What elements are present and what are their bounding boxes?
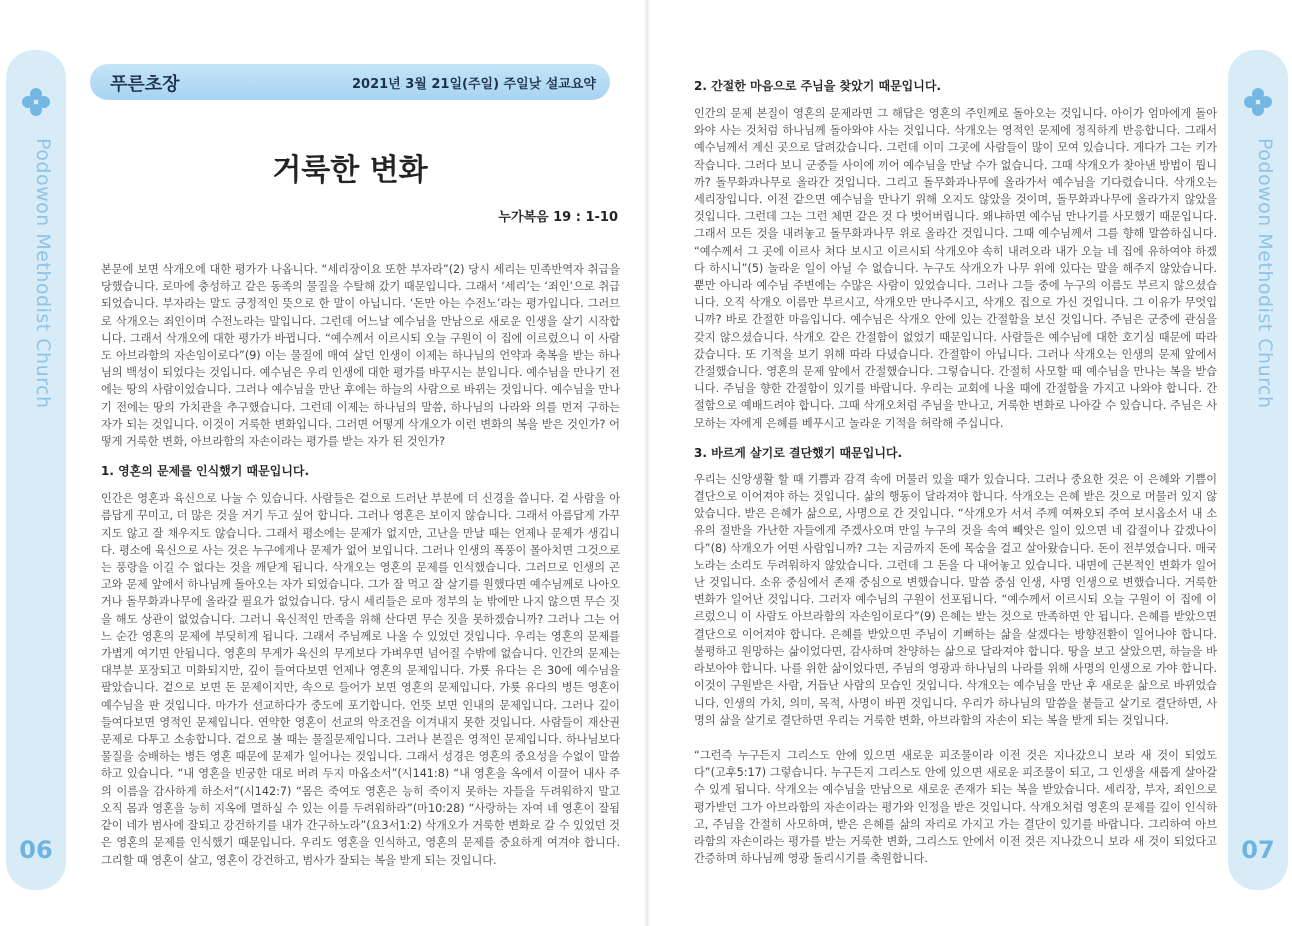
header-date: 2021년 3월 21일(주일) 주일낮 설교요약 — [351, 77, 596, 92]
intro-paragraph: 본문에 보면 삭개오에 대한 평가가 나옵니다. “세리장이요 또한 부자라”(2) 당시 세리는 민족반역자 취급을 당했습니다. 로마에 충성하고 같은 동족의 물질을 수탈해 갔기 때문입니다. 그래서 ‘세리’는 ‘죄인’으로 취급되었습니다. 부자라는 말도 긍정적인 뜻으로 한 말이 아닙니다. ‘돈만 아는 수전노’라는 평가입니다. 그러므로 삭개오는 죄인이며 수전노라는 말입니다. 그런데 어느날 예수님을 만남으로 새로운 인생을 살기 시작합니다. 그래서 삭개오에 대한 평가가 바뀝니다. “예수께서 이르시되 오늘 구원이 이 집에 이르렀으니 이 사람도 아브라함의 자손임이로다”(9) 이는 물질에 매여 살던 인생이 이제는 하나님의 언약과 축복을 받는 하나님의 백성이 되었다는 것입니다. 예수님은 우리 인생에 대한 평가를 바꾸시는 분입니다. 예수님을 만나기 전에는 땅의 사람이었습니다. 그러나 예수님을 만난 후에는 하늘의 사람으로 바뀌는 것입니다. 예수님을 만나기 전에는 땅의 가치관을 추구했습니다. 그런데 이제는 하나님의 말씀, 하나님의 나라와 의를 먼저 구하는 자가 되는 것입니다. 이것이 거룩한 변화입니다. 그러면 어떻게 삭개오가 이런 변화의 복을 받은 것인가? 어떻게 거룩한 변화, 아브라함의 자손이라는 평가를 받는 자가 된 것인가? — [101, 263, 620, 449]
clover-icon — [1244, 88, 1272, 116]
header-bar — [90, 64, 610, 100]
left-page-number: 06 — [19, 836, 53, 864]
left-column — [101, 261, 620, 881]
section1-heading: 1. 영혼의 문제를 인식했기 때문입니다. — [101, 464, 310, 479]
right-page-number: 07 — [1241, 836, 1275, 864]
clover-icon — [22, 88, 50, 116]
right-side-church-name: Podowon Methodist Church — [1254, 138, 1276, 409]
section2-paragraph: 인간의 문제 본질이 영혼의 문제라면 그 해답은 영혼의 주인께로 돌아오는 것입니다. 아이가 엄마에게 돌아와야 사는 것처럼 하나님께 돌아와야 사는 것입니다. 삭개오는 영적인 문제에 정직하게 반응합니다. 그래서 예수님께서 계신 곳으로 달려갔습니다. 그런데 이미 그곳에 사람들이 많이 모여 있습니다. 게다가 그는 키가 작습니다. 그러다 보니 군중들 사이에 끼어 예수님을 만날 수가 없습니다. 그때 삭개오가 찾아낸 방법이 뭡니까? 돌무화과나무로 올라간 것입니다. 그리고 돌무화과나무에 올라가서 예수님을 기다렸습니다. 삭개오는 세리장입니다. 이전 같으면 예수님을 만나기 위해 오지도 않았을 것이며, 돌무화과나무에 올라가지 않았을 것입니다. 그런데 그는 그런 체면 같은 것 다 벗어버립니다. 왜냐하면 예수님 만나기를 사모했기 때문입니다. 그래서 모든 것을 내려놓고 돌무화과나무 위로 올라간 것입니다. 그때 예수님께서 그를 향해 말씀하십니다. “예수께서 그 곳에 이르사 쳐다 보시고 이르시되 삭개오야 속히 내려오라 내가 오늘 네 집에 유하여야 하겠다 하시니”(5) 놀라운 일이 아닐 수 없습니다. 누구도 삭개오가 나무 위에 있다는 말을 해주지 않았습니다. 뿐만 아니라 예수님 주변에는 수많은 사람이 있었습니다. 그러나 그들 중에 누구의 이름도 부르지 않으셨습니다. 오직 삭개오 이름만 부르시고, 삭개오만 만나주시고, 삭개오 집으로 가신 것입니다. 그 이유가 무엇입니까? 바로 간절한 마음입니다. 예수님은 삭개오 안에 있는 간절함을 보신 것입니다. 주님은 군중에 관심을 갖지 않으셨습니다. 삭개오 같은 간절함이 없었기 때문입니다. 사람들은 예수님에 대한 호기심 때문에 따라갔습니다. 또 기적을 보기 위해 따라 다녔습니다. 간절함이 아닙니다. 그러나 삭개오는 인생의 문제 앞에서 간절했습니다. 영혼의 문제 앞에서 간절했습니다. 그렇습니다. 간절히 사모할 때 예수님을 만나는 복을 받습니다. 주님을 향한 간절함이 있기를 바랍니다. 우리는 교회에 나올 때에 간절함을 가지고 나와야 합니다. 간절함으로 예배드려야 합니다. 그때 삭개오처럼 주님을 만나고, 거룩한 변화로 나아갈 수 있습니다. 주님은 사모하는 자에게 은혜를 베푸시고 놀라운 기적을 허락해 주십니다. — [694, 107, 1217, 430]
header-section-name: 푸른초장 — [110, 74, 180, 95]
section3-paragraph: 우리는 신앙생활 할 때 기쁨과 감격 속에 머물러 있을 때가 있습니다. 그러나 중요한 것은 이 은혜와 기쁨이 결단으로 이어져야 하는 것입니다. 삶의 행동이 달라져야 합니다. 삭개오는 은혜 받은 것으로 머물러 있지 않았습니다. 받은 은혜가 삶으로, 사명으로 간 것입니다. “삭개오가 서서 주께 여짜오되 주여 보시옵소서 내 소유의 절반을 가난한 자들에게 주겠사오며 만일 누구의 것을 속여 빼앗은 일이 있으면 네 갑절이나 갚겠나이다”(8) 삭개오가 어떤 사람입니까? 그는 지금까지 돈에 목숨을 걸고 살아왔습니다. 돈이 전부였습니다. 매국노라는 소리도 두려워하지 않았습니다. 그런데 그 돈을 다 내어놓고 있습니다. 내면에 근본적인 변화가 일어난 것입니다. 소유 중심에서 존재 중심으로 변했습니다. 말씀 중심 인생, 사명 인생으로 변했습니다. 거룩한 변화가 일어난 것입니다. 그러자 예수님의 구원이 선포됩니다. “예수께서 이르시되 오늘 구원이 이 집에 이르렀으니 이 사람도 아브라함의 자손임이로다”(9) 은혜는 받는 것으로 만족하면 안 됩니다. 은혜를 받았으면 결단으로 이어져야 합니다. 은혜를 받았으면 주님이 기뻐하는 삶을 살겠다는 방향전환이 일어나야 합니다. 불평하고 원망하는 삶이었다면, 감사하며 찬양하는 삶으로 달라져야 합니다. 땅을 보고 살았으면, 하늘을 바라보아야 합니다. 나를 위한 삶이었다면, 주님의 영광과 하나님의 나라를 위해 사명의 인생으로 가야 합니다. 이것이 구원받은 사람, 거듭난 사람의 모습인 것입니다. 삭개오는 예수님을 만난 후 새로운 삶으로 바뀌었습니다. 인생의 가치, 의미, 목적, 사명이 바뀐 것입니다. 우리가 하나님의 말씀을 붙들고 살기로 결단하면, 사명의 삶을 살기로 결단하면 우리는 거룩한 변화, 아브라함의 자손이 되는 복을 받게 되는 것입니다. — [694, 472, 1217, 727]
section1-paragraph: 인간은 영혼과 육신으로 나눌 수 있습니다. 사람들은 겉으로 드러난 부분에 더 신경을 씁니다. 겉 사람을 아름답게 꾸미고, 더 많은 것을 거기 두고 싶어 합니다. 그러나 영혼은 보이지 않습니다. 그래서 아름답게 가꾸지도 않고 잘 채우지도 않습니다. 그래서 평소에는 문제가 없지만, 고난을 만날 때는 언제나 문제가 생깁니다. 평소에 육신으로 사는 것은 누구에게나 문제가 없어 보입니다. 그러나 인생의 폭풍이 몰아치면 그것으로는 풍랑을 이길 수 없다는 것을 깨닫게 됩니다. 삭개오는 영혼의 문제를 인식했습니다. 그러므로 인생의 곤고와 문제 앞에서 하나님께 돌아오는 자가 되었습니다. 그가 잘 먹고 잘 살기를 원했다면 예수님께로 나아오거나 돌무화과나무에 올라갈 필요가 없었습니다. 당시 세리들은 로마 정부의 눈 밖에만 나지 않으면 무슨 짓을 해도 상관이 없었습니다. 그러니 육신적인 만족을 위해 산다면 무슨 짓을 못하겠습니까? 그러나 그는 어느 순간 영혼의 문제에 부딪히게 됩니다. 그래서 주님께로 나올 수 있었던 것입니다. 우리는 영혼의 문제를 가볍게 여기면 안됩니다. 영혼의 무게가 육신의 무게보다 가벼우면 넘어질 수밖에 없습니다. 인간의 문제는 대부분 포장되고 미화되지만, 깊이 들여다보면 언제나 영혼의 문제입니다. 가룟 유다는 은 30에 예수님을 팔았습니다. 겉으로 보면 돈 문제이지만, 속으로 들어가 보면 영혼의 문제입니다. 가룟 유다의 병든 영혼이 예수님을 판 것입니다. 마가가 선교하다가 중도에 포기합니다. 언뜻 보면 인내의 문제입니다. 그러나 깊이 들여다보면 영적인 문제입니다. 연약한 영혼이 선교의 악조건을 이겨내지 못한 것입니다. 사람들이 재산권 문제로 다투고 소송합니다. 겉으로 볼 때는 물질문제입니다. 그러나 본질은 영적인 문제입니다. 하나님보다 물질을 숭배하는 병든 영혼 때문에 문제가 일어나는 것입니다. 그래서 성경은 영혼의 중요성을 수없이 말씀하고 있습니다. “내 영혼을 빈궁한 대로 버려 두지 마옵소서”(시141:8) “내 영혼을 옥에서 이끌어 내사 주의 이름을 감사하게 하소서”(시142:7) “몸은 죽여도 영혼은 능히 죽이지 못하는 자들을 두려워하지 말고 오직 몸과 영혼을 능히 지옥에 멸하실 수 있는 이를 두려워하라”(마10:28) “사랑하는 자여 네 영혼이 잘됨 같이 네가 범사에 잘되고 강건하기를 내가 간구하노라”(요3서1:2) 삭개오가 거룩한 변화로 갈 수 있었던 것은 영혼의 문제를 인식했기 때문입니다. 우리도 영혼을 인식하고, 영혼의 문제를 중요하게 여겨야 합니다. 그리할 때 영혼이 살고, 영혼이 강건하고, 범사가 잘되는 복을 받게 되는 것입니다. — [101, 492, 620, 867]
right-column — [694, 77, 1217, 866]
conclusion-paragraph: “그런즉 누구든지 그리스도 안에 있으면 새로운 피조물이라 이전 것은 지나갔으니 보라 새 것이 되었도다”(고후5:17) 그렇습니다. 누구든지 그리스도 안에 있으면 새로운 피조물이 되고, 그 인생을 새롭게 살아갈 수 있게 됩니다. 삭개오는 예수님을 만남으로 새로운 존재가 되는 복을 받았습니다. 세리장, 부자, 죄인으로 평가받던 그가 아브라함의 자손이라는 평가와 인정을 받은 것입니다. 삭개오처럼 영혼의 문제를 깊이 인식하고, 주님을 간절히 사모하며, 받은 은혜를 삶의 자리로 가지고 가는 결단이 있기를 바랍니다. 그리하여 아브라함의 자손이라는 평가를 받는 거룩한 변화, 그리스도 안에서 이전 것은 지나갔으니 보라 새 것이 되었다고 간증하며 하나님께 영광 돌리시기를 축원합니다. — [694, 748, 1217, 866]
right-side-tab — [1228, 50, 1288, 890]
left-side-tab — [6, 50, 66, 890]
section2-heading: 2. 간절한 마음으로 주님을 찾았기 때문입니다. — [694, 79, 942, 93]
section3-heading: 3. 바르게 살기로 결단했기 때문입니다. — [694, 445, 903, 460]
scripture-reference: 누가복음 19 : 1-10 — [498, 210, 618, 225]
sermon-title: 거룩한 변화 — [272, 153, 428, 188]
left-side-church-name: Podowon Methodist Church — [32, 138, 54, 409]
page-gutter — [644, 0, 650, 926]
